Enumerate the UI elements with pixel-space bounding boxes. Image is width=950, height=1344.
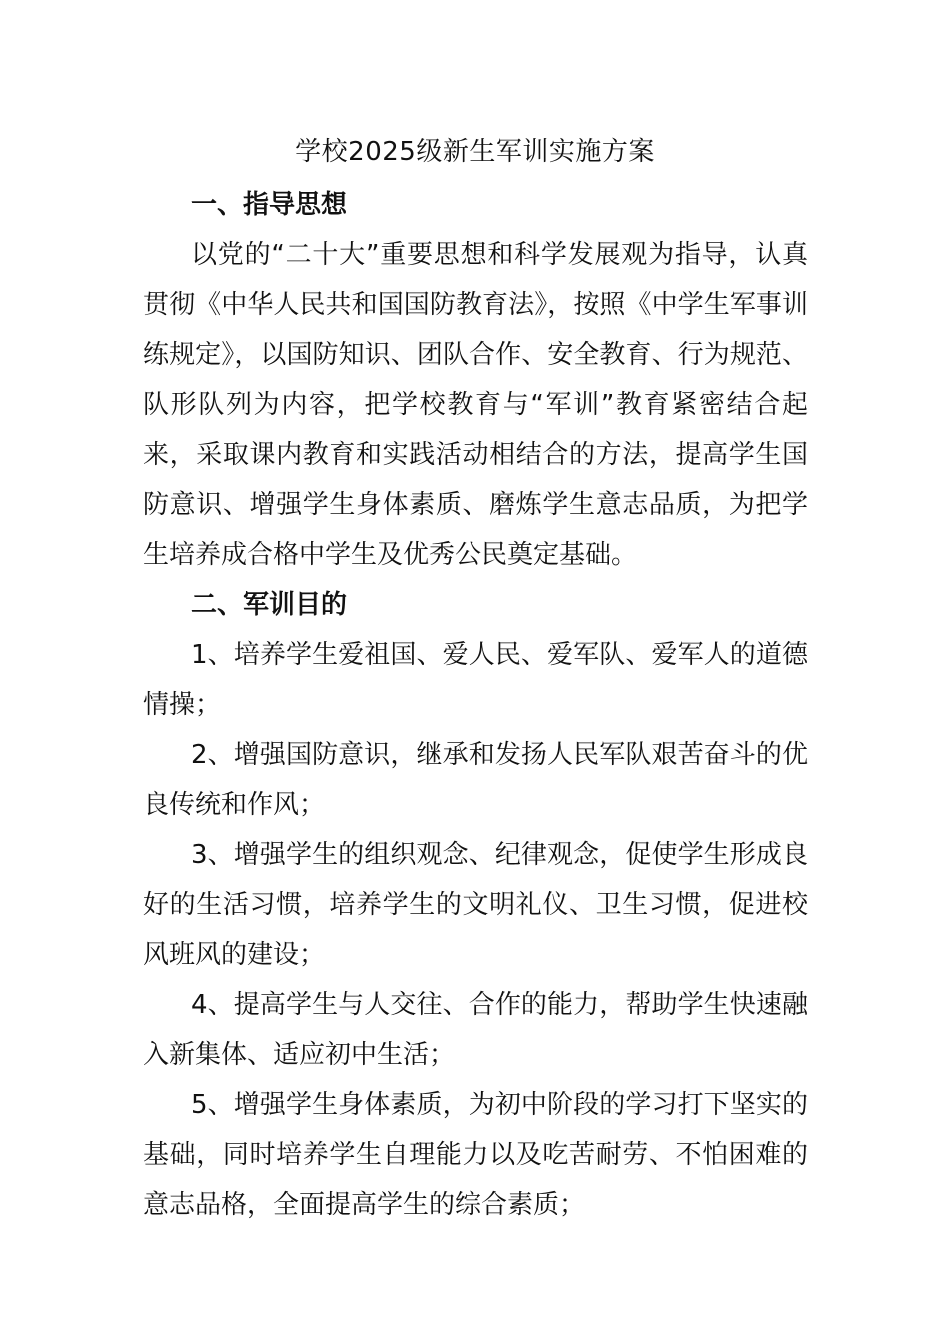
section-heading-guiding-ideology: 一、指导思想 — [191, 190, 348, 220]
document-title: 学校2025级新生军训实施方案 — [295, 137, 655, 167]
purpose-item-1: 1、培养学生爱祖国、爱人民、爱军队、爱军人的道德情操； — [143, 640, 808, 720]
section-heading-training-purpose: 二、军训目的 — [191, 590, 348, 620]
purpose-item-5: 5、增强学生身体素质，为初中阶段的学习打下坚实的基础，同时培养学生自理能力以及吃苦耐劳、不怕困难的意志品格，全面提高学生的综合素质； — [143, 1090, 808, 1220]
guiding-ideology-paragraph: 以党的“二十大”重要思想和科学发展观为指导，认真贯彻《中华人民共和国国防教育法》，按照《中学生军事训练规定》，以国防知识、团队合作、安全教育、行为规范、队形队列为内容，把学校教育与“军训”教育紧密结合起来，采取课内教育和实践活动相结合的方法，提高学生国防意识、增强学生身体素质、磨炼学生意志品质，为把学生培养成合格中学生及优秀公民奠定基础。 — [143, 240, 808, 570]
purpose-item-2: 2、增强国防意识，继承和发扬人民军队艰苦奋斗的优良传统和作风； — [143, 740, 808, 820]
purpose-item-3: 3、增强学生的组织观念、纪律观念，促使学生形成良好的生活习惯，培养学生的文明礼仪、卫生习惯，促进校风班风的建设； — [143, 840, 808, 970]
purpose-item-4: 4、提高学生与人交往、合作的能力，帮助学生快速融入新集体、适应初中生活； — [143, 990, 808, 1070]
document-body — [143, 180, 808, 1230]
